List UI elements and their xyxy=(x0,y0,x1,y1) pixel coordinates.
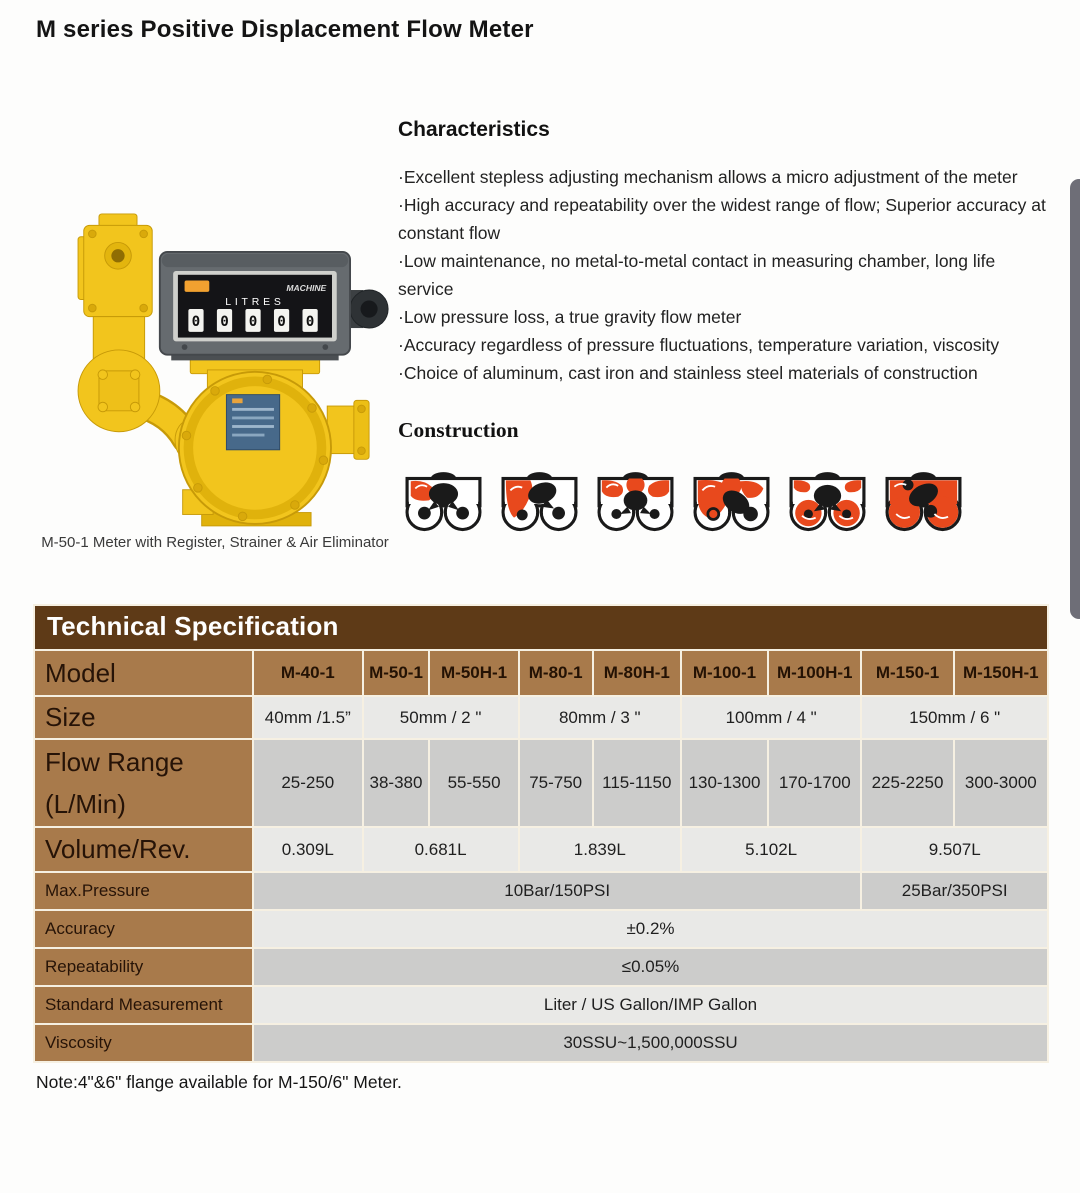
construction-stage-2-diagram xyxy=(494,472,585,536)
model-header: M-50H-1 xyxy=(429,650,518,696)
volume-cell: 0.681L xyxy=(363,827,519,872)
product-image-column xyxy=(0,102,398,551)
row-label-max-pressure: Max.Pressure xyxy=(34,872,253,910)
flow-meter-photo xyxy=(40,208,390,528)
pressure-cell: 10Bar/150PSI xyxy=(253,872,861,910)
model-header: M-40-1 xyxy=(253,650,363,696)
characteristics-list xyxy=(398,163,1050,387)
volume-row xyxy=(34,827,1048,872)
volume-cell: 5.102L xyxy=(681,827,861,872)
flow-cell: 170-1700 xyxy=(768,739,861,827)
characteristic-item: ·Excellent stepless adjusting mechanism allows a micro adjustment of the meter xyxy=(398,167,1018,187)
characteristic-item: ·Choice of aluminum, cast iron and stainless steel materials of construction xyxy=(398,363,978,383)
construction-stage-3-diagram xyxy=(590,472,681,536)
flow-cell: 300-3000 xyxy=(954,739,1048,827)
size-cell: 50mm / 2 " xyxy=(363,696,519,739)
top-section xyxy=(0,102,1080,551)
scrollbar-thumb[interactable] xyxy=(1070,179,1080,619)
register-brand-text: MACHINE xyxy=(286,282,327,293)
construction-diagrams xyxy=(398,472,1050,536)
row-label-flow-range: Flow Range (L/Min) xyxy=(34,739,253,827)
standard-measurement-cell: Liter / US Gallon/IMP Gallon xyxy=(253,986,1048,1024)
flow-cell: 25-250 xyxy=(253,739,363,827)
size-cell: 40mm /1.5” xyxy=(253,696,363,739)
construction-heading: Construction xyxy=(398,418,519,442)
volume-cell: 0.309L xyxy=(253,827,363,872)
row-label-accuracy: Accuracy xyxy=(34,910,253,948)
volume-cell: 9.507L xyxy=(861,827,1048,872)
footnote: Note:4"&6" flange available for M-150/6" Meter. xyxy=(36,1072,402,1092)
flow-cell: 38-380 xyxy=(363,739,430,827)
flow-cell: 130-1300 xyxy=(681,739,768,827)
characteristic-item: ·Low maintenance, no metal-to-metal contact in measuring chamber, long life service xyxy=(398,251,996,299)
register-unit-label: LITRES xyxy=(225,297,285,309)
register-badge xyxy=(185,281,210,292)
name-plate xyxy=(226,395,279,450)
row-label-repeatability: Repeatability xyxy=(34,948,253,986)
size-cell: 100mm / 4 " xyxy=(681,696,861,739)
register-illustration xyxy=(160,252,388,360)
size-cell: 150mm / 6 " xyxy=(861,696,1048,739)
construction-stage-4-diagram xyxy=(686,472,777,536)
register-digit: 0 xyxy=(248,314,258,331)
size-row xyxy=(34,696,1048,739)
viscosity-row xyxy=(34,1024,1048,1062)
technical-specification-table xyxy=(33,604,1049,1063)
register-digit: 0 xyxy=(191,314,201,331)
row-label-volume: Volume/Rev. xyxy=(34,827,253,872)
characteristic-item: ·High accuracy and repeatability over the widest range of flow; Superior accuracy at constant flow xyxy=(398,195,1046,243)
viscosity-cell: 30SSU~1,500,000SSU xyxy=(253,1024,1048,1062)
register-digit: 0 xyxy=(305,314,315,331)
characteristic-item: ·Low pressure loss, a true gravity flow meter xyxy=(398,307,742,327)
repeatability-cell: ≤0.05% xyxy=(253,948,1048,986)
register-digit: 0 xyxy=(277,314,286,331)
flow-cell: 75-750 xyxy=(519,739,593,827)
model-header: M-80H-1 xyxy=(593,650,681,696)
row-label-size: Size xyxy=(34,696,253,739)
model-header: M-80-1 xyxy=(519,650,593,696)
row-label-standard-measurement: Standard Measurement xyxy=(34,986,253,1024)
pressure-cell: 25Bar/350PSI xyxy=(861,872,1048,910)
size-cell: 80mm / 3 " xyxy=(519,696,681,739)
characteristics-heading: Characteristics xyxy=(398,118,550,141)
accuracy-cell: ±0.2% xyxy=(253,910,1048,948)
accuracy-row xyxy=(34,910,1048,948)
construction-stage-5-diagram xyxy=(782,472,873,536)
model-header: M-150H-1 xyxy=(954,650,1048,696)
model-header: M-100-1 xyxy=(681,650,768,696)
flow-cell: 55-550 xyxy=(429,739,518,827)
page-title: M series Positive Displacement Flow Meter xyxy=(36,16,534,43)
max-pressure-row xyxy=(34,872,1048,910)
construction-stage-6-diagram xyxy=(878,472,969,536)
construction-stage-1-diagram xyxy=(398,472,489,536)
product-caption: M-50-1 Meter with Register, Strainer & Air Eliminator xyxy=(41,534,389,551)
volume-cell: 1.839L xyxy=(519,827,681,872)
characteristic-item: ·Accuracy regardless of pressure fluctuations, temperature variation, viscosity xyxy=(398,335,1000,355)
model-header: M-150-1 xyxy=(861,650,953,696)
row-label-viscosity: Viscosity xyxy=(34,1024,253,1062)
flow-cell: 115-1150 xyxy=(593,739,681,827)
table-title: Technical Specification xyxy=(34,605,1048,650)
register-digit: 0 xyxy=(220,314,229,331)
model-row xyxy=(34,650,1048,696)
measuring-chamber-illustration xyxy=(179,357,369,526)
standard-measurement-row xyxy=(34,986,1048,1024)
text-column xyxy=(398,102,1080,551)
model-header: M-100H-1 xyxy=(768,650,861,696)
repeatability-row xyxy=(34,948,1048,986)
model-header: M-50-1 xyxy=(363,650,430,696)
table-title-row xyxy=(34,605,1048,650)
flow-range-row xyxy=(34,739,1048,827)
row-label-model: Model xyxy=(34,650,253,696)
flow-cell: 225-2250 xyxy=(861,739,953,827)
